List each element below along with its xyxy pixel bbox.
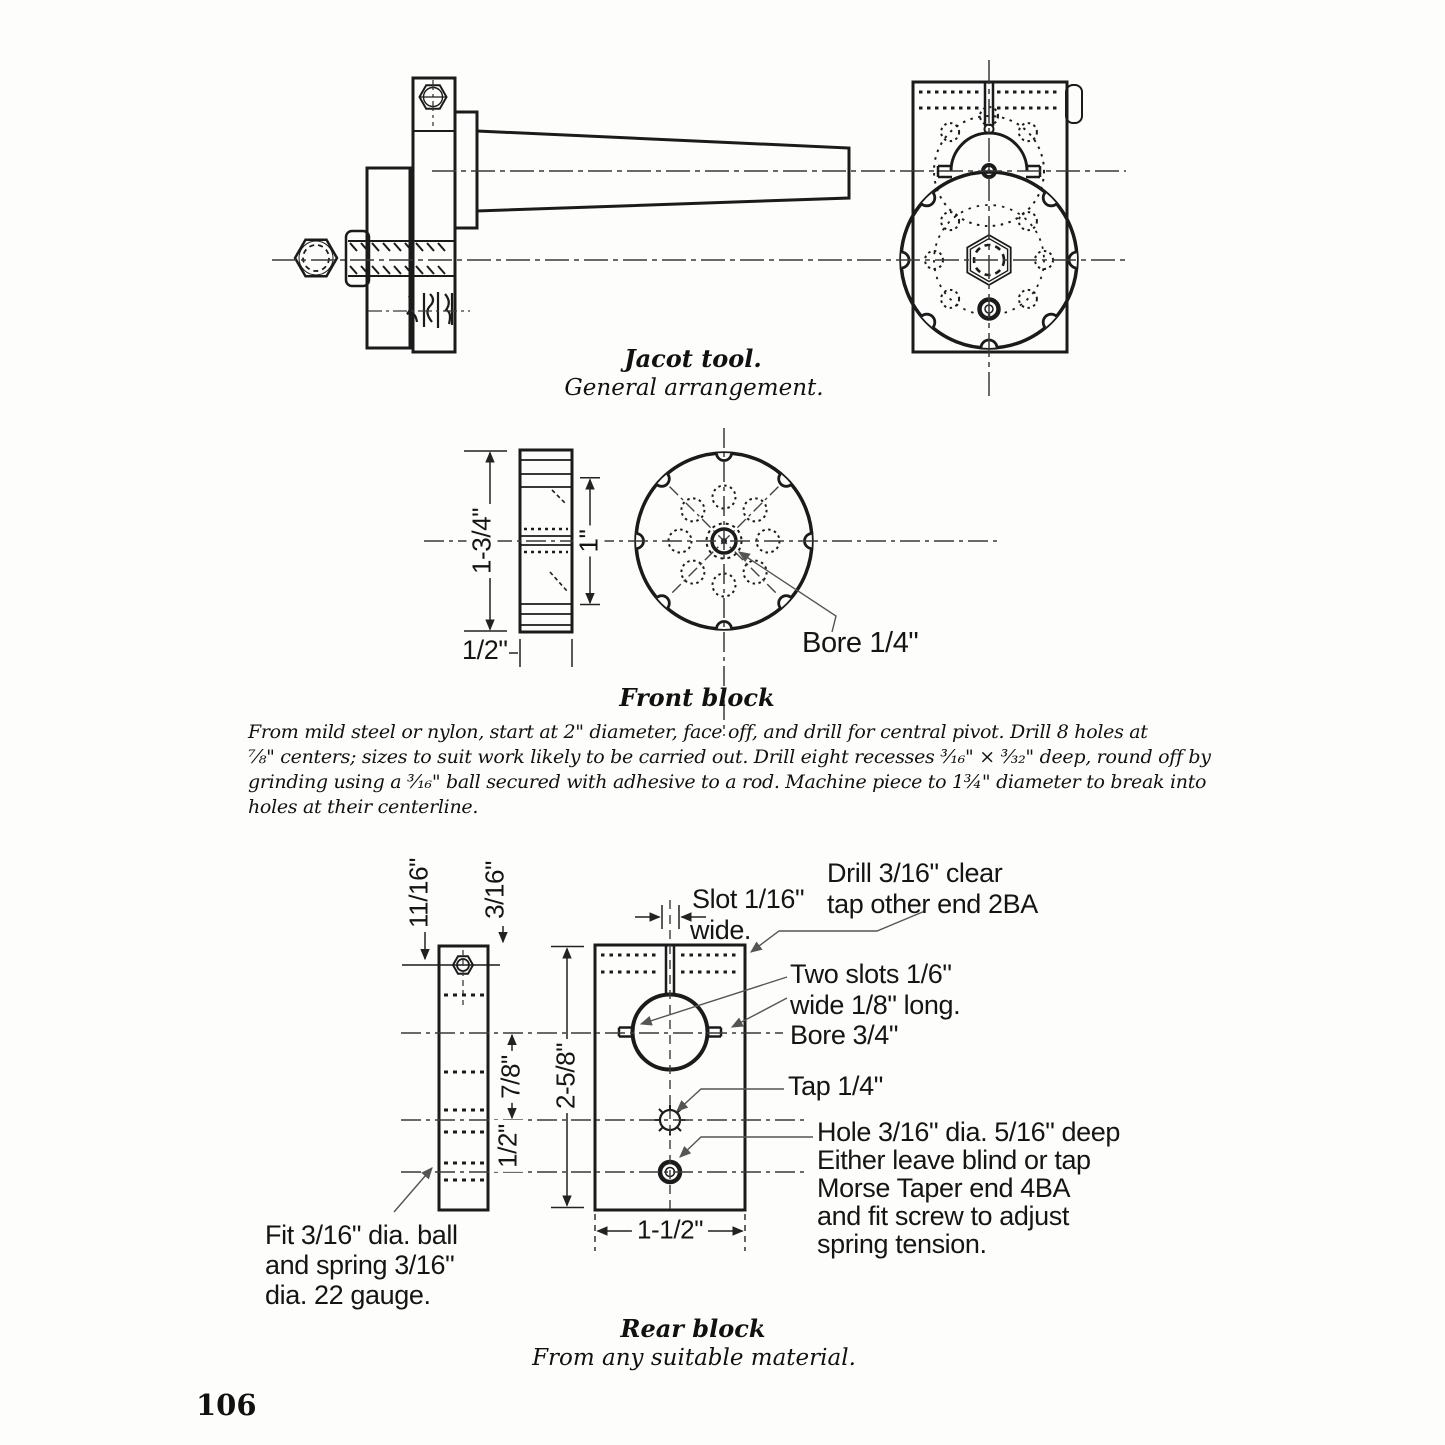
rear-block-side-view [402,946,500,1210]
thread-hatching [350,243,445,274]
slot-label: Slot 1/16" wide. [690,884,805,945]
two-slots-label: Two slots 1/6" wide 1/8" long. Bore 3/4" [790,959,961,1050]
ga-side-view [295,78,849,352]
rear-dim-1-2: 1/2" [493,1120,524,1172]
front-block-inner-dim: 1" [574,526,605,557]
ga-subtitle: General arrangement. [564,375,824,401]
tap-label: Tap 1/4" [788,1071,883,1101]
front-block-caption: Front block [619,683,775,712]
rear-block-subcaption: From any suitable material. [532,1345,856,1371]
rear-dim-7-8: 7/8" [496,1051,527,1103]
rear-dim-3-16: 3/16" [480,857,511,923]
drill-clear-label: Drill 3/16" clear tap other end 2BA [827,858,1038,919]
rear-dim-2-5-8: 2-5/8" [551,1039,582,1113]
rear-block-dimensions [425,905,745,1251]
rear-block-caption: Rear block [620,1314,766,1343]
front-block-bore-label: Bore 1/4" [802,627,919,659]
page-number: 106 [196,1388,257,1422]
front-block-height-dim: 1-3/4" [467,504,498,578]
ga-title: Jacot tool. [624,344,762,373]
front-block-width-dim: 1/2" [462,635,508,665]
machining-notes: From mild steel or nylon, start at 2" diameter, face off, and drill for central pivot. Drill 8 holes at ⅞" centers; sizes to suit work likely to be carried out. Drill eight recesses ³⁄₁₆" × ³⁄₃₂" deep, round off by grinding using a ³⁄₁₆" ball secured with adhesive to a rod. Machine piece to 1¾" diameter to break into holes at their centerline. [248,721,1211,818]
fit-ball-label: Fit 3/16" dia. ball and spring 3/16" dia. 22 gauge. [265,1220,458,1311]
hole-label: Hole 3/16" dia. 5/16" deep Either leave blind or tap Morse Taper end 4BA and fit screw to adjust spring tension. [817,1117,1121,1259]
rear-dim-11-16: 11/16" [404,854,435,932]
rear-dim-1-1-2: 1-1/2" [632,1215,708,1246]
